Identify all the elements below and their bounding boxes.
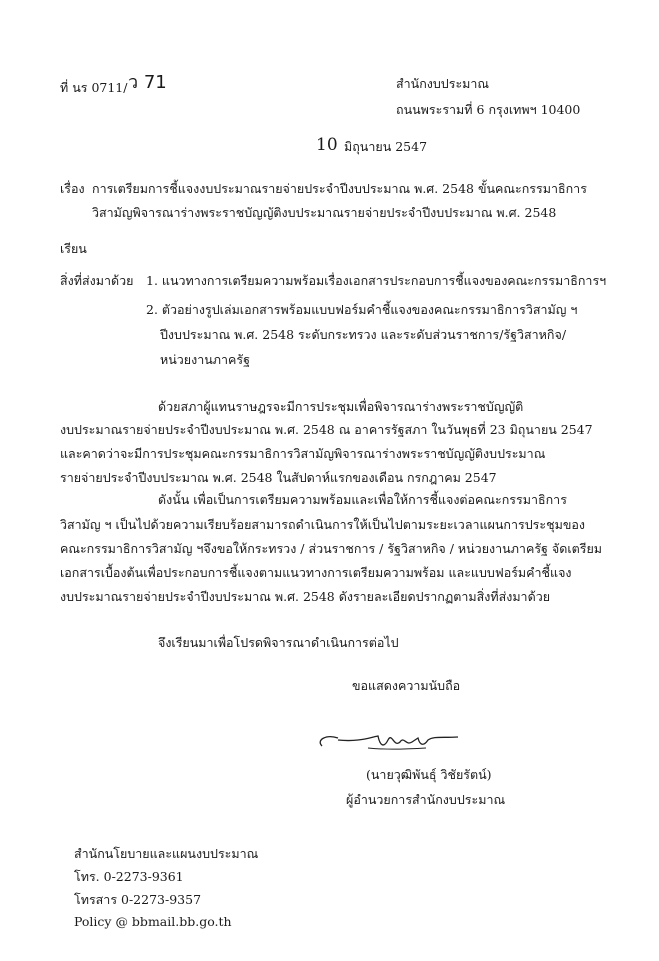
subject-line-2: วิสามัญพิจารณาร่างพระราชบัญญัติงบประมาณรายจ่ายประจำปีงบประมาณ พ.ศ. 2548 bbox=[92, 205, 557, 220]
footer-fax: โทรสาร 0-2273-9357 bbox=[74, 892, 202, 907]
date-month-year: มิถุนายน 2547 bbox=[344, 139, 428, 154]
enclosure-item-1: 1. แนวทางการเตรียมความพร้อมเรื่องเอกสารประกอบการชี้แจงของคณะกรรมาธิการฯ bbox=[146, 273, 607, 288]
paragraph-2-line-3: คณะกรรมาธิการวิสามัญ ฯจึงขอให้กระทรวง / ส่วนราชการ / รัฐวิสาหกิจ / หน่วยงานภาครัฐ จัดเตรียม bbox=[60, 541, 603, 556]
enclosure-item-2-line-2: ปีงบประมาณ พ.ศ. 2548 ระดับกระทรวง และระดับส่วนราชการ/รัฐวิสาหกิจ/ bbox=[160, 327, 567, 342]
date-day: 10 bbox=[316, 135, 338, 155]
signatory-name: (นายวุฒิพันธุ์ วิชัยรัตน์) bbox=[366, 767, 492, 782]
signatory-title: ผู้อำนวยการสำนักงบประมาณ bbox=[346, 792, 506, 807]
document-number-handwritten: ว 71 bbox=[128, 72, 167, 93]
paragraph-2-line-5: งบประมาณรายจ่ายประจำปีงบประมาณ พ.ศ. 2548 ดังรายละเอียดปรากฏตามสิ่งที่ส่งมาด้วย bbox=[60, 589, 551, 604]
sender-address: ถนนพระรามที่ 6 กรุงเทพฯ 10400 bbox=[396, 102, 581, 117]
salutation: เรียน bbox=[60, 241, 87, 256]
closing-salutation: ขอแสดงความนับถือ bbox=[352, 678, 461, 693]
paragraph-2-line-4: เอกสารเบื้องต้นเพื่อประกอบการชี้แจงตามแนวทางการเตรียมความพร้อม และแบบฟอร์มคำชี้แจง bbox=[60, 565, 572, 580]
closing-request: จึงเรียนมาเพื่อโปรดพิจารณาดำเนินการต่อไป bbox=[158, 635, 399, 650]
paragraph-2-line-1: ดังนั้น เพื่อเป็นการเตรียมความพร้อมและเพื่อให้การชี้แจงต่อคณะกรรมาธิการ bbox=[158, 492, 567, 507]
paragraph-1-line-1: ด้วยสภาผู้แทนราษฎรจะมีการประชุมเพื่อพิจารณาร่างพระราชบัญญัติ bbox=[158, 399, 524, 414]
footer-office: สำนักนโยบายและแผนงบประมาณ bbox=[74, 846, 259, 861]
enclosure-item-2-line-3: หน่วยงานภาครัฐ bbox=[160, 352, 251, 367]
paragraph-1-line-3: และคาดว่าจะมีการประชุมคณะกรรมาธิการวิสามัญพิจารณาร่างพระราชบัญญัติงบประมาณ bbox=[60, 446, 546, 461]
paragraph-1-line-2: งบประมาณรายจ่ายประจำปีงบประมาณ พ.ศ. 2548 ณ อาคารรัฐสภา ในวันพุธที่ 23 มิถุนายน 2547 bbox=[60, 422, 593, 437]
paragraph-2-line-2: วิสามัญ ฯ เป็นไปด้วยความเรียบร้อยสามารถดำเนินการให้เป็นไปตามระยะเวลาแผนการประชุมของ bbox=[60, 517, 585, 532]
enclosure-item-2-line-1: 2. ตัวอย่างรูปเล่มเอกสารพร้อมแบบฟอร์มคำชี้แจงของคณะกรรมาธิการวิสามัญ ฯ bbox=[146, 302, 578, 317]
sender-office: สำนักงบประมาณ bbox=[396, 76, 490, 91]
enclosures-label: สิ่งที่ส่งมาด้วย bbox=[60, 273, 134, 288]
handwritten-signature bbox=[308, 722, 468, 762]
subject-label: เรื่อง bbox=[60, 181, 85, 196]
subject-line-1: การเตรียมการชี้แจงงบประมาณรายจ่ายประจำปีงบประมาณ พ.ศ. 2548 ขั้นคณะกรรมาธิการ bbox=[92, 181, 587, 196]
document-number-prefix: ที่ นร 0711/ bbox=[60, 80, 128, 95]
footer-telephone: โทร. 0-2273-9361 bbox=[74, 869, 184, 884]
footer-email: Policy @ bbmail.bb.go.th bbox=[74, 914, 232, 929]
paragraph-1-line-4: รายจ่ายประจำปีงบประมาณ พ.ศ. 2548 ในสัปดาห์แรกของเดือน กรกฎาคม 2547 bbox=[60, 470, 497, 485]
